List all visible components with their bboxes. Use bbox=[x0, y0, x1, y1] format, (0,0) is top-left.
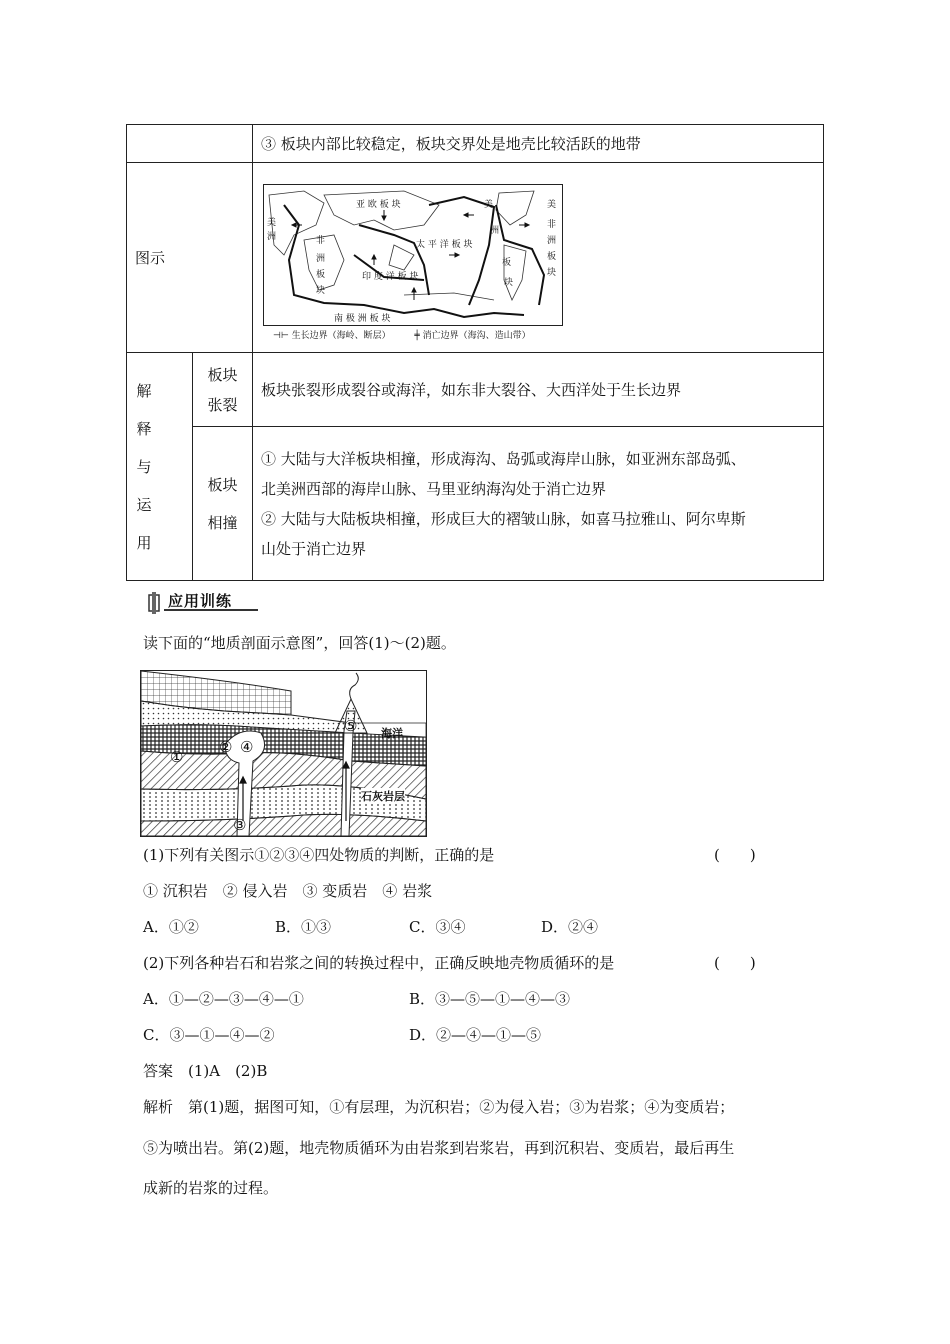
q2-option-d[interactable]: D．②—④—①—⑤ bbox=[409, 1026, 542, 1044]
cross-section-drawing bbox=[141, 671, 426, 836]
q1-option-d[interactable]: D．②④ bbox=[541, 918, 599, 936]
section-title: 应用训练 bbox=[168, 592, 233, 610]
label-right-kuai: 块 bbox=[547, 267, 557, 278]
analysis-line-2: ⑤为喷出岩。第(2)题，地壳物质循环为由岩浆到岩浆岩，再到沉积岩、变质岩，最后再生 bbox=[143, 1139, 735, 1157]
label-pacific: 太 平 洋 板 块 bbox=[416, 239, 473, 250]
plate-map-drawing bbox=[264, 185, 562, 325]
label-right-ban: 板 bbox=[547, 251, 557, 262]
label-africa-1: 非 bbox=[316, 235, 326, 246]
label-america-2: 洲 bbox=[490, 225, 500, 236]
plate-tectonics-table bbox=[126, 124, 824, 581]
marker-2: ② bbox=[219, 738, 233, 756]
analysis-line-1: 解析 第(1)题，据图可知，①有层理，为沉积岩；②为侵入岩；③为岩浆；④为变质岩； bbox=[143, 1098, 735, 1116]
q1-answer-blank: ( ) bbox=[714, 846, 756, 864]
label-right-mei: 美 bbox=[547, 199, 557, 210]
table-cell-empty bbox=[127, 125, 253, 163]
subduction-boundary-icon: ╪ bbox=[414, 330, 420, 341]
q2-option-b[interactable]: B．③—⑤—①—④—③ bbox=[409, 990, 571, 1008]
answer-text: 答案 (1)A (2)B bbox=[143, 1062, 268, 1080]
question-intro: 读下面的“地质剖面示意图”，回答(1)～(2)题。 bbox=[143, 634, 456, 652]
row4-text-b2: 山处于消亡边界 bbox=[261, 539, 367, 558]
label-left-zhou: 洲 bbox=[267, 231, 277, 242]
row2-label: 图示 bbox=[127, 163, 253, 353]
label-right-fei: 非 bbox=[547, 219, 557, 230]
row1-text: ③ 板块内部比较稳定，板块交界处是地壳比较活跃的地带 bbox=[253, 125, 824, 163]
map-legend bbox=[273, 328, 531, 341]
q2-option-c[interactable]: C．③—①—④—② bbox=[143, 1026, 275, 1044]
marker-5: ⑤ bbox=[344, 717, 358, 735]
growth-boundary-icon: ⊣⊢ bbox=[273, 330, 289, 341]
label-africa-4: 块 bbox=[316, 285, 326, 296]
q1-stem: (1)下列有关图示①②③④四处物质的判断，正确的是 bbox=[143, 846, 495, 864]
row4-text-a1: ① 大陆与大洋板块相撞，形成海沟、岛弧或海岸山脉，如亚洲东部岛弧、 bbox=[261, 449, 746, 468]
marker-4: ④ bbox=[240, 738, 254, 756]
analysis-line-3: 成新的岩浆的过程。 bbox=[143, 1179, 279, 1197]
label-right-zhou: 洲 bbox=[547, 235, 557, 246]
q1-option-b[interactable]: B．①③ bbox=[275, 918, 332, 936]
label-america-1: 美 bbox=[484, 199, 494, 210]
world-plate-map bbox=[263, 184, 563, 326]
geologic-cross-section bbox=[140, 670, 427, 837]
legend-growth: 生长边界（海岭、断层） bbox=[291, 330, 391, 341]
row4-sub-cell bbox=[193, 427, 253, 581]
row3-left-cell bbox=[127, 353, 193, 581]
row3-text: 板块张裂形成裂谷或海洋，如东非大裂谷、大西洋处于生长边界 bbox=[253, 353, 824, 427]
label-africa-2: 洲 bbox=[316, 253, 326, 264]
row3-left-text: 解 释 与 运 用 bbox=[136, 381, 195, 552]
row4-text-a2: 北美洲西部的海岸山脉、马里亚纳海沟处于消亡边界 bbox=[261, 479, 607, 498]
row3-sub1: 板块张裂 bbox=[207, 365, 238, 414]
plate-map-cell bbox=[253, 163, 824, 353]
section-heading bbox=[146, 590, 258, 614]
section-heading-icon bbox=[146, 592, 162, 614]
row4-text-cell bbox=[253, 427, 824, 581]
label-america-4: 块 bbox=[504, 277, 514, 288]
label-left-mei: 美 bbox=[267, 217, 277, 228]
row3-sub-cell bbox=[193, 353, 253, 427]
marker-1: ① bbox=[170, 748, 184, 766]
legend-subduct: 消亡边界（海沟、造山带） bbox=[422, 330, 531, 341]
q2-answer-blank: ( ) bbox=[714, 954, 756, 972]
label-antarctic: 南 极 洲 板 块 bbox=[334, 313, 391, 324]
row4-text-b1: ② 大陆与大陆板块相撞，形成巨大的褶皱山脉，如喜马拉雅山、阿尔卑斯 bbox=[261, 509, 746, 528]
plate-map-figure bbox=[253, 178, 557, 341]
q1-items: ① 沉积岩 ② 侵入岩 ③ 变质岩 ④ 岩浆 bbox=[143, 882, 433, 900]
label-ocean: 海洋 bbox=[381, 727, 403, 740]
row4-sub2: 板块相撞 bbox=[207, 475, 238, 532]
marker-3: ③ bbox=[233, 816, 247, 834]
q1-option-a[interactable]: A．①② bbox=[143, 918, 199, 936]
label-limestone: 石灰岩层 bbox=[361, 790, 405, 803]
label-america-3: 板 bbox=[502, 257, 512, 268]
label-indian: 印 度 洋 板 块 bbox=[362, 271, 419, 282]
q2-stem: (2)下列各种岩石和岩浆之间的转换过程中，正确反映地壳物质循环的是 bbox=[143, 954, 615, 972]
label-africa-3: 板 bbox=[316, 269, 326, 280]
q2-option-a[interactable]: A．①—②—③—④—① bbox=[143, 990, 304, 1008]
q1-option-c[interactable]: C．③④ bbox=[409, 918, 466, 936]
label-eurasia: 亚 欧 板 块 bbox=[356, 199, 401, 210]
